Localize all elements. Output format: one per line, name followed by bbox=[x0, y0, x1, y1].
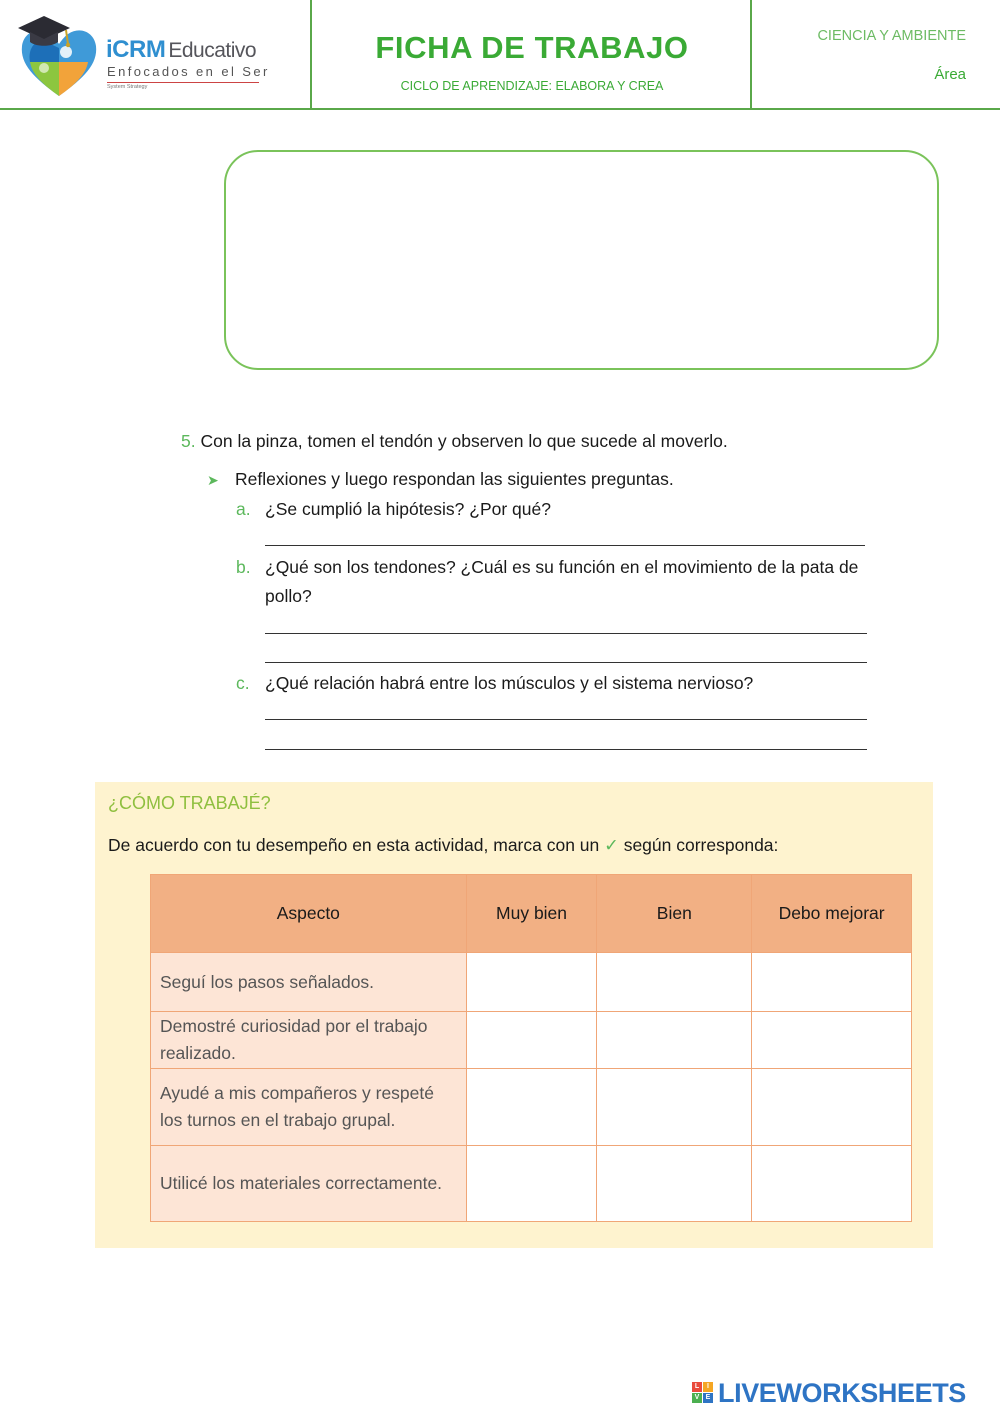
graduation-heart-logo-icon bbox=[14, 8, 104, 100]
icrm-logo bbox=[14, 8, 294, 100]
question-text: ¿Qué relación habrá entre los músculos y el sistema nervioso? bbox=[265, 673, 754, 693]
muy-bien-checkbox[interactable] bbox=[466, 1146, 597, 1222]
question-letter: b. bbox=[236, 557, 251, 577]
step-number: 5. bbox=[181, 431, 196, 451]
header-divider-right bbox=[750, 0, 752, 108]
logo-brand: iCRM Educativo bbox=[106, 36, 257, 63]
logo-letter: V bbox=[692, 1393, 702, 1403]
bien-checkbox[interactable] bbox=[597, 953, 752, 1012]
liveworksheets-wordmark: LIVEWORKSHEETS bbox=[718, 1378, 966, 1408]
question-letter: a. bbox=[236, 499, 251, 519]
debo-mejorar-checkbox[interactable] bbox=[752, 953, 912, 1012]
muy-bien-checkbox[interactable] bbox=[466, 953, 597, 1012]
step-text: Con la pinza, tomen el tendón y observen lo que sucede al moverlo. bbox=[200, 431, 728, 451]
aspect-cell: Ayudé a mis compañeros y respeté los turnos en el trabajo grupal. bbox=[151, 1069, 467, 1146]
logo-letter: I bbox=[703, 1382, 713, 1392]
question-text: ¿Se cumplió la hipótesis? ¿Por qué? bbox=[265, 499, 551, 519]
header-muy-bien: Muy bien bbox=[466, 875, 597, 953]
step-5-instruction bbox=[207, 469, 674, 490]
aspect-cell: Seguí los pasos señalados. bbox=[151, 953, 467, 1012]
liveworksheets-logo-icon bbox=[692, 1382, 714, 1404]
logo-small-text: System Strategy bbox=[107, 84, 148, 90]
question-letter: c. bbox=[236, 673, 250, 693]
check-icon: ✓ bbox=[604, 835, 619, 855]
answer-line-a1[interactable] bbox=[265, 545, 865, 546]
assessment-table bbox=[150, 874, 912, 1222]
instruction-before: De acuerdo con tu desempeño en esta actividad, marca con un bbox=[108, 835, 600, 855]
page-header bbox=[0, 0, 1000, 110]
table-row bbox=[151, 1069, 912, 1146]
area-value: CIENCIA Y AMBIENTE bbox=[817, 28, 966, 44]
table-header-row bbox=[151, 875, 912, 953]
logo-letter: E bbox=[703, 1393, 713, 1403]
header-aspecto: Aspecto bbox=[151, 875, 467, 953]
logo-divider bbox=[107, 82, 259, 83]
answer-line-b2[interactable] bbox=[265, 662, 867, 663]
self-assessment-panel bbox=[95, 782, 933, 1248]
instruction-after: según corresponda: bbox=[623, 835, 779, 855]
table-row bbox=[151, 1012, 912, 1069]
page-title: FICHA DE TRABAJO bbox=[375, 30, 689, 65]
drawing-answer-box[interactable] bbox=[224, 150, 939, 370]
muy-bien-checkbox[interactable] bbox=[466, 1069, 597, 1146]
instruction-text: Reflexiones y luego respondan las siguientes preguntas. bbox=[235, 469, 674, 489]
header-bien: Bien bbox=[597, 875, 752, 953]
arrow-bullet-icon: ➤ bbox=[207, 472, 219, 488]
answer-line-b1[interactable] bbox=[265, 633, 867, 634]
debo-mejorar-checkbox[interactable] bbox=[752, 1012, 912, 1069]
table-row bbox=[151, 1146, 912, 1222]
bien-checkbox[interactable] bbox=[597, 1146, 752, 1222]
logo-letter: L bbox=[692, 1382, 702, 1392]
muy-bien-checkbox[interactable] bbox=[466, 1012, 597, 1069]
bien-checkbox[interactable] bbox=[597, 1012, 752, 1069]
liveworksheets-branding bbox=[692, 1378, 992, 1408]
answer-line-c1[interactable] bbox=[265, 719, 867, 720]
aspect-cell: Utilicé los materiales correctamente. bbox=[151, 1146, 467, 1222]
bien-checkbox[interactable] bbox=[597, 1069, 752, 1146]
debo-mejorar-checkbox[interactable] bbox=[752, 1146, 912, 1222]
assessment-instruction bbox=[108, 835, 778, 856]
step-5 bbox=[181, 431, 728, 452]
table-row bbox=[151, 953, 912, 1012]
logo-slogan: Enfocados en el Ser bbox=[107, 64, 270, 79]
page-subtitle: CICLO DE APRENDIZAJE: ELABORA Y CREA bbox=[400, 79, 664, 93]
debo-mejorar-checkbox[interactable] bbox=[752, 1069, 912, 1146]
question-text: ¿Qué son los tendones? ¿Cuál es su función en el movimiento de la pata de pollo? bbox=[265, 557, 859, 606]
header-debo-mejorar: Debo mejorar bbox=[752, 875, 912, 953]
aspect-cell: Demostré curiosidad por el trabajo realizado. bbox=[151, 1012, 467, 1069]
answer-line-c2[interactable] bbox=[265, 749, 867, 750]
area-label: Área bbox=[934, 66, 966, 83]
assessment-title: ¿CÓMO TRABAJÉ? bbox=[108, 793, 271, 813]
